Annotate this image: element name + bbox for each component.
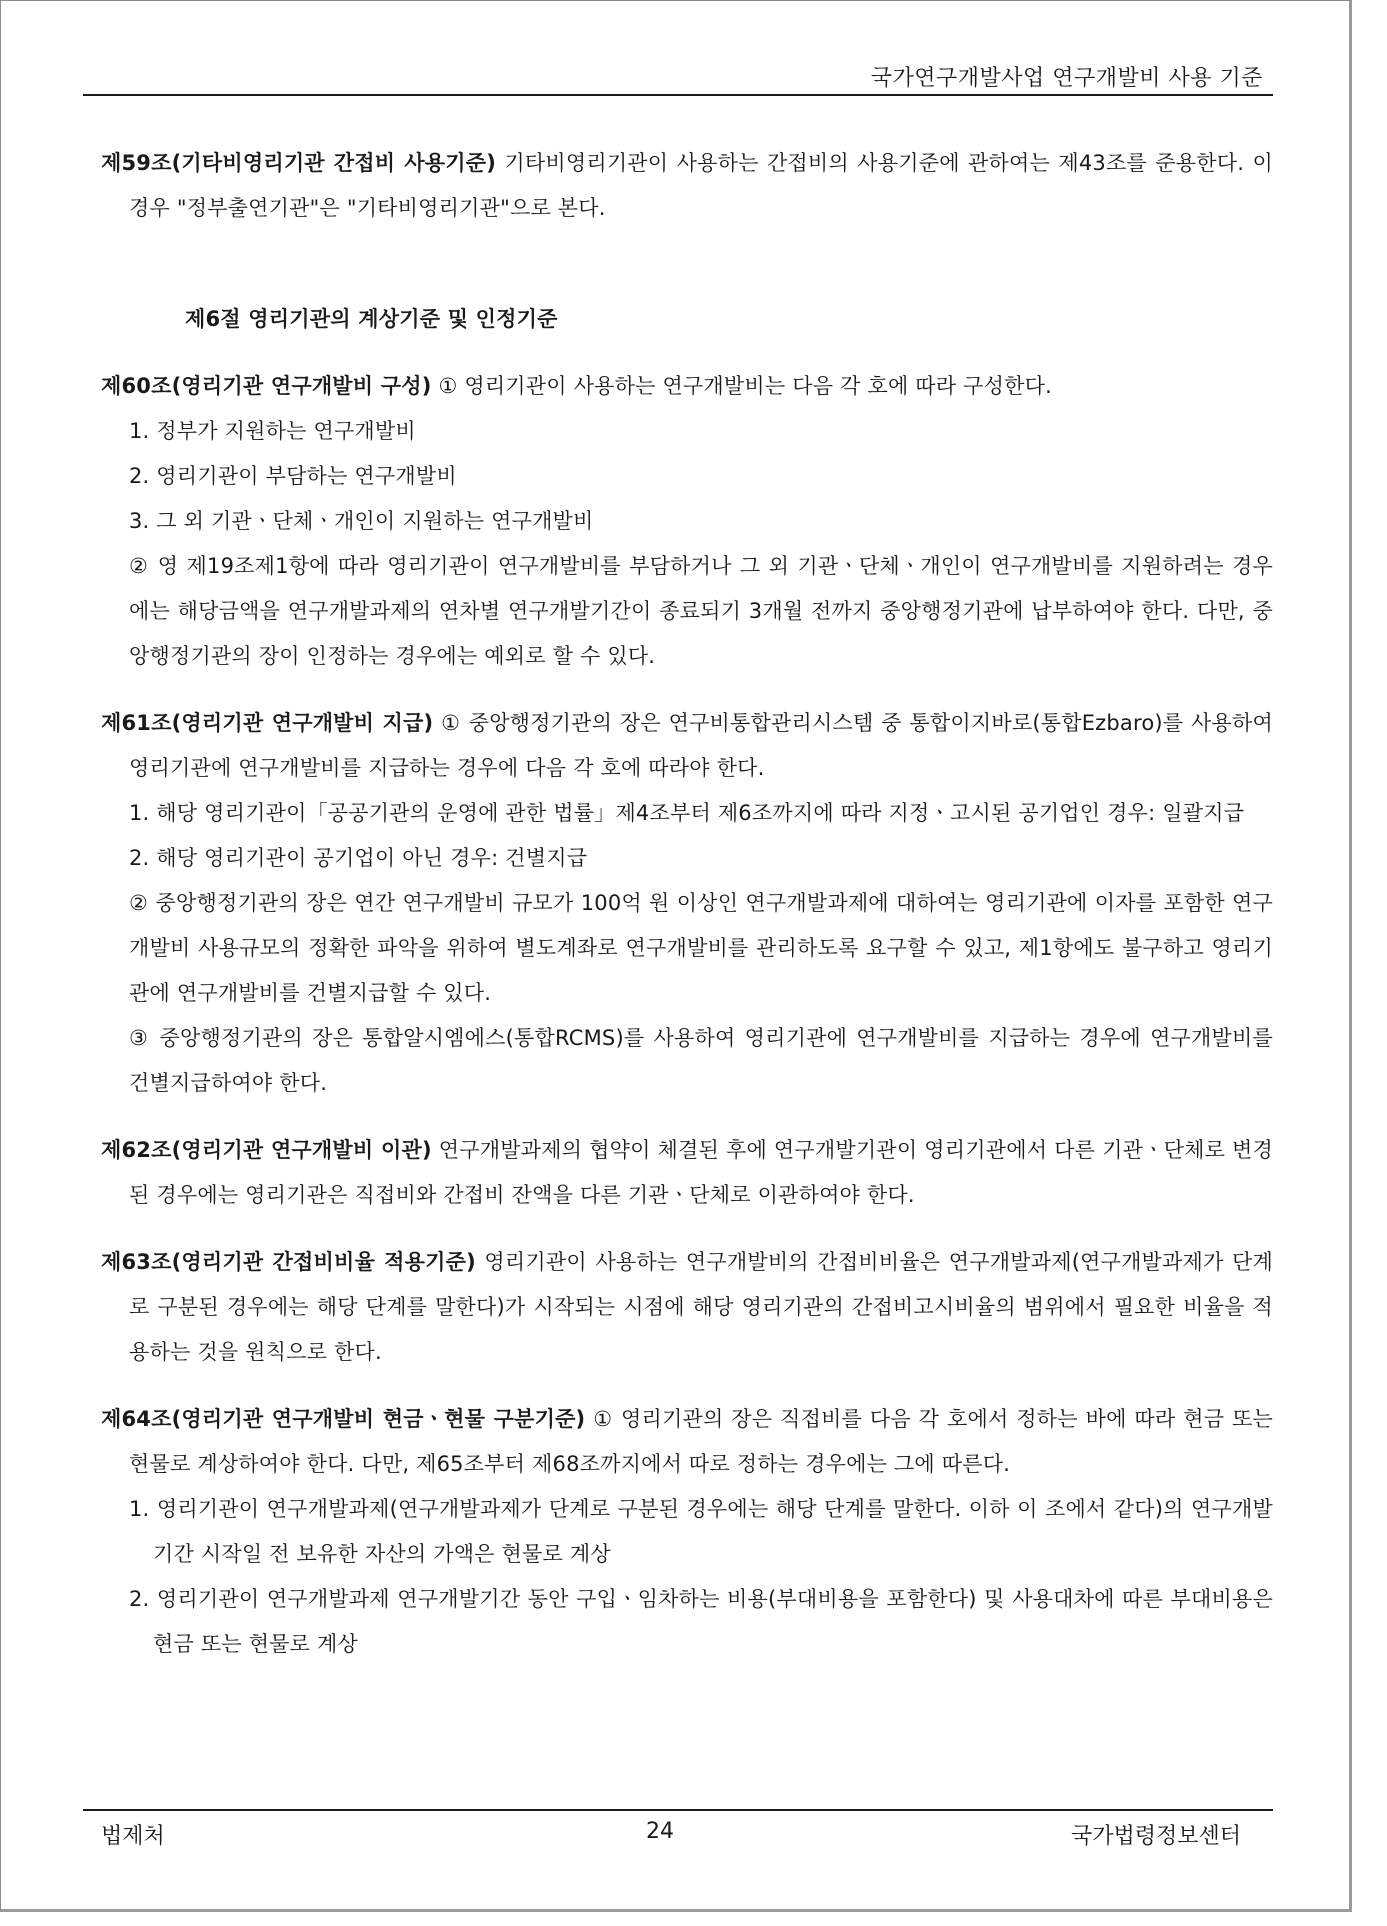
article-60-item-2: 2. 영리기관이 부담하는 연구개발비 — [129, 464, 457, 488]
article-62 — [101, 1128, 1273, 1218]
article-64 — [101, 1397, 1273, 1487]
article-60-item-3: 3. 그 외 기관ㆍ단체ㆍ개인이 지원하는 연구개발비 — [129, 509, 594, 533]
document-body — [101, 141, 1273, 1667]
article-62-text: 연구개발과제의 협약이 체결된 후에 연구개발기관이 영리기관에서 다른 기관ㆍ단체로 변경된 경우에는 영리기관은 직접비와 간접비 잔액을 다른 기관ㆍ단체로 이관하여야 한다. — [129, 1138, 1274, 1207]
footer-publisher: 법제처 — [101, 1824, 165, 1849]
article-64-title: 제64조(영리기관 연구개발비 현금ㆍ현물 구분기준) — [101, 1407, 586, 1431]
page-number: 24 — [646, 1819, 674, 1844]
article-62-title: 제62조(영리기관 연구개발비 이관) — [101, 1138, 432, 1162]
article-61-item-1: 1. 해당 영리기관이「공공기관의 운영에 관한 법률」제4조부터 제6조까지에 따라 지정ㆍ고시된 공기업인 경우: 일괄지급 — [129, 801, 1245, 825]
article-63-title: 제63조(영리기관 간접비비율 적용기준) — [101, 1250, 476, 1274]
article-61 — [101, 701, 1273, 791]
footer-source: 국가법령정보센터 — [1070, 1824, 1241, 1849]
article-59-title: 제59조(기타비영리기관 간접비 사용기준) — [101, 151, 497, 175]
header-title: 국가연구개발사업 연구개발비 사용 기준 — [870, 66, 1263, 91]
article-60-text: ① 영리기관이 사용하는 연구개발비는 다음 각 호에 따라 구성한다. — [431, 374, 1052, 398]
article-64-item-1: 1. 영리기관이 연구개발과제(연구개발과제가 단계로 구분된 경우에는 해당 단계를 말한다. 이하 이 조에서 같다)의 연구개발기간 시작일 전 보유한 자산의 가액은 현물로 계상 — [129, 1497, 1273, 1566]
article-60-title: 제60조(영리기관 연구개발비 구성) — [101, 374, 432, 398]
article-61-paragraph-3: ③ 중앙행정기관의 장은 통합알시엠에스(통합RCMS)를 사용하여 영리기관에 연구개발비를 지급하는 경우에 연구개발비를 건별지급하여야 한다. — [129, 1026, 1273, 1095]
article-59-text: 기타비영리기관이 사용하는 간접비의 사용기준에 관하여는 제43조를 준용한다. 이 경우 "정부출연기관"은 "기타비영리기관"으로 본다. — [129, 151, 1273, 220]
article-61-paragraph-2: ② 중앙행정기관의 장은 연간 연구개발비 규모가 100억 원 이상인 연구개발과제에 대하여는 영리기관에 이자를 포함한 연구개발비 사용규모의 정확한 파악을 위하여 별도계좌로 연구개발비를 관리하도록 요구할 수 있고, 제1항에도 불구하고 영리기관에 연구개발비를 건별지급할 수 있다. — [129, 891, 1273, 1005]
article-64-item-2: 2. 영리기관이 연구개발과제 연구개발기간 동안 구입ㆍ임차하는 비용(부대비용을 포함한다) 및 사용대차에 따른 부대비용은 현금 또는 현물로 계상 — [129, 1587, 1273, 1656]
section-6-title: 제6절 영리기관의 계상기준 및 인정기준 — [185, 307, 558, 331]
article-61-text: ① 중앙행정기관의 장은 연구비통합관리시스템 중 통합이지바로(통합Ezbaro)를 사용하여 영리기관에 연구개발비를 지급하는 경우에 다음 각 호에 따라야 한다. — [129, 711, 1273, 780]
header-rule — [83, 94, 1273, 96]
article-61-item-2: 2. 해당 영리기관이 공기업이 아닌 경우: 건별지급 — [129, 846, 588, 870]
article-64-text: ① 영리기관의 장은 직접비를 다음 각 호에서 정하는 바에 따라 현금 또는 현물로 계상하여야 한다. 다만, 제65조부터 제68조까지에서 따로 정하는 경우에는 그에 따른다. — [129, 1407, 1273, 1476]
article-60-item-1: 1. 정부가 지원하는 연구개발비 — [129, 419, 416, 443]
article-60 — [101, 364, 1273, 409]
article-59 — [101, 141, 1273, 231]
article-60-paragraph-2: ② 영 제19조제1항에 따라 영리기관이 연구개발비를 부담하거나 그 외 기관ㆍ단체ㆍ개인이 연구개발비를 지원하려는 경우에는 해당금액을 연구개발과제의 연차별 연구개발기간이 종료되기 3개월 전까지 중앙행정기관에 납부하여야 한다. 다만, 중앙행정기관의 장이 인정하는 경우에는 예외로 할 수 있다. — [129, 554, 1273, 668]
article-63 — [101, 1240, 1273, 1375]
footer-rule — [83, 1809, 1273, 1811]
article-63-text: 영리기관이 사용하는 연구개발비의 간접비비율은 연구개발과제(연구개발과제가 단계로 구분된 경우에는 해당 단계를 말한다)가 시작되는 시점에 해당 영리기관의 간접비고시비율의 범위에서 필요한 비율을 적용하는 것을 원칙으로 한다. — [129, 1250, 1274, 1364]
article-61-title: 제61조(영리기관 연구개발비 지급) — [101, 711, 434, 735]
